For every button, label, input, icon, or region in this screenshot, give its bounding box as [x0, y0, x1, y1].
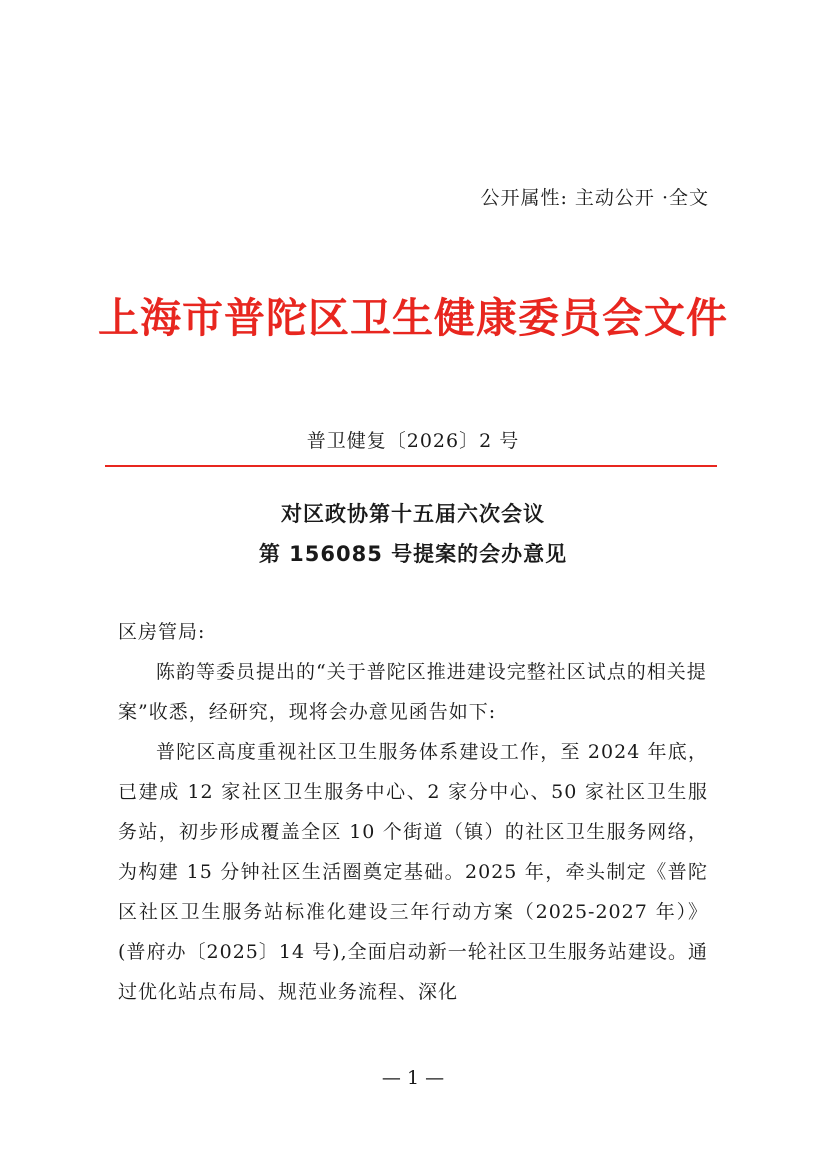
body-paragraph-2: 普陀区高度重视社区卫生服务体系建设工作，至 2024 年底，已建成 12 家社区卫生服务中心、2 家分中心、50 家社区卫生服务站，初步形成覆盖全区 10 个街道（镇）的社区卫生服务网络，为构建 15 分钟社区生活圈奠定基础。2025 年，牵头制定《普陀区社区卫生服务站标准化建设三年行动方案（2025-2027 年）》(普府办〔2025〕14 号),全面启动新一轮社区卫生服务站建设。通过优化站点布局、规范业务流程、深化 — [118, 741, 708, 1003]
document-title-line2: 第 156085 号提案的会办意见 — [258, 542, 568, 566]
document-title-line1: 对区政协第十五届六次会议 — [281, 502, 545, 526]
body-paragraph-1: 陈韵等委员提出的“关于普陀区推进建设完整社区试点的相关提案”收悉，经研究，现将会办意见函告如下: — [118, 661, 707, 723]
document-header: 上海市普陀区卫生健康委员会文件 — [98, 294, 728, 342]
page-number: — 1 — — [381, 1067, 445, 1089]
disclosure-attribute: 公开属性: 主动公开 ·全文 — [480, 187, 709, 209]
document-number: 普卫健复〔2026〕2 号 — [306, 430, 520, 452]
addressee: 区房管局: — [118, 621, 206, 643]
red-divider — [105, 465, 717, 467]
